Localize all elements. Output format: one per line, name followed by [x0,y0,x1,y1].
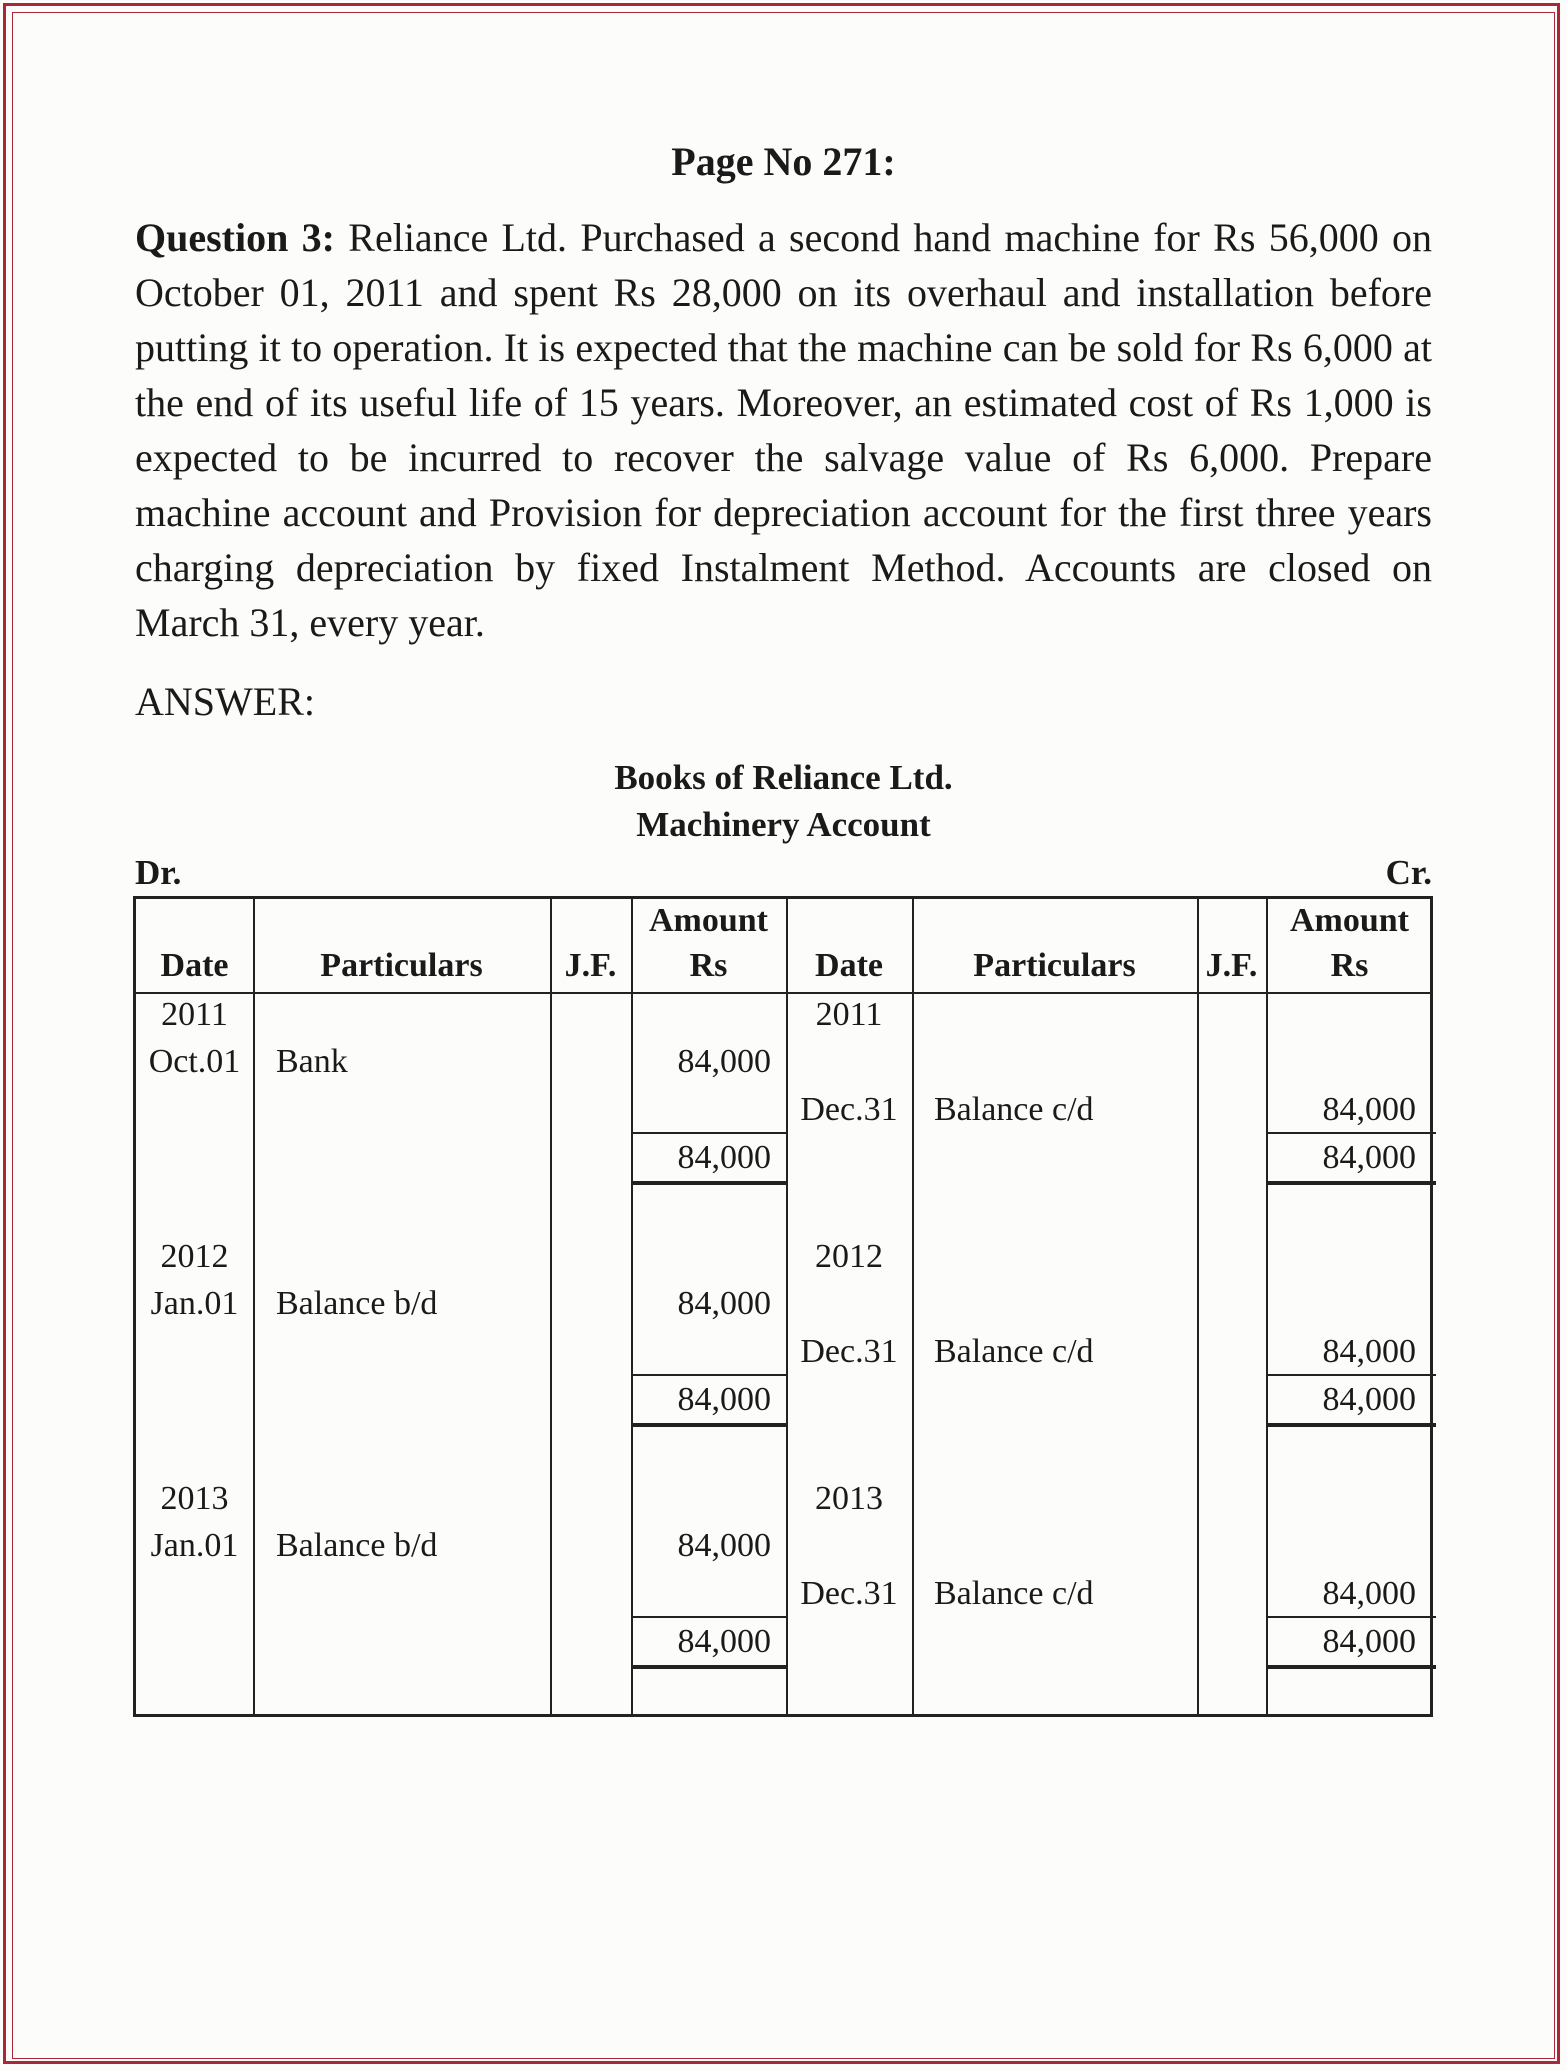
cr-amount-unit-header: Rs [1330,947,1369,984]
credit-label: Cr. [1385,853,1432,892]
answer-label: ANSWER: [135,679,315,724]
dr-year: 2012 [160,1238,229,1275]
dr-total: 84,000 [677,1623,771,1660]
cr-date: Dec.31 [800,1091,898,1128]
dr-date: Jan.01 [150,1285,239,1322]
cr-amount: 84,000 [1322,1333,1416,1370]
cr-particulars: Balance c/d [934,1575,1094,1612]
cr-date: Dec.31 [800,1575,898,1612]
cr-particulars-header: Particulars [973,947,1136,984]
header-separator [136,992,1430,994]
cr-year: 2012 [815,1238,883,1275]
dr-total: 84,000 [677,1139,771,1176]
dr-amount: 84,000 [677,1043,771,1080]
page-number-heading: Page No 271: [671,139,896,184]
cr-total: 84,000 [1322,1139,1416,1176]
col-divider [253,899,255,1714]
dr-particulars-header: Particulars [320,947,483,984]
cr-total-rule [1266,1616,1436,1618]
books-title: Books of Reliance Ltd. [614,758,953,797]
dr-particulars: Balance b/d [276,1285,438,1322]
dr-amount: 84,000 [677,1285,771,1322]
question-label: Question 3: [135,215,335,260]
cr-year: 2011 [815,996,883,1033]
dr-total-rule [631,1374,786,1376]
cr-jf-header: J.F. [1205,947,1258,984]
question-text: Reliance Ltd. Purchased a second hand machine for Rs 56,000 on October 01, 2011 and spent Rs 28,000 on its overhaul and installation before putting it to operation. It is expected that the machine can be sold for Rs 6,000 at the end of its useful life of 15 years. Moreover, an estimated cost of Rs 1,000 is expected to be incurred to recover the salvage value of Rs 6,000. Prepare machine account and Provision for depreciation account for the first three years charging depreciation by fixed Instalment Method. Accounts are closed on March 31, every year. [135,215,1432,645]
dr-date: Jan.01 [150,1527,239,1564]
debit-label: Dr. [135,853,182,892]
dr-date: Oct.01 [148,1043,241,1080]
dr-jf-header: J.F. [564,947,617,984]
cr-year: 2013 [815,1480,883,1517]
dr-total-double-rule [631,1665,786,1669]
dr-particulars: Balance b/d [276,1527,438,1564]
dr-total-rule [631,1616,786,1618]
dr-total-double-rule [631,1181,786,1185]
machinery-ledger-table [133,896,1433,1717]
cr-total-rule [1266,1132,1436,1134]
dr-total-double-rule [631,1423,786,1427]
dr-total: 84,000 [677,1381,771,1418]
col-divider [550,899,552,1714]
dr-total-rule [631,1132,786,1134]
dr-amount: 84,000 [677,1527,771,1564]
cr-total: 84,000 [1322,1623,1416,1660]
cr-total-double-rule [1266,1423,1436,1427]
cr-particulars: Balance c/d [934,1091,1094,1128]
cr-total-double-rule [1266,1181,1436,1185]
cr-date-header: Date [815,947,883,984]
dr-particulars: Bank [276,1043,348,1080]
col-divider [912,899,914,1714]
dr-amount-header: Amount [648,902,769,939]
cr-amount-header: Amount [1289,902,1410,939]
cr-particulars: Balance c/d [934,1333,1094,1370]
dr-year: 2011 [161,996,228,1033]
cr-date: Dec.31 [800,1333,898,1370]
cr-total: 84,000 [1322,1381,1416,1418]
account-title: Machinery Account [636,805,931,844]
dr-year: 2013 [160,1480,229,1517]
cr-total-double-rule [1266,1665,1436,1669]
dr-amount-unit-header: Rs [689,947,728,984]
cr-amount: 84,000 [1322,1575,1416,1612]
col-divider [1197,899,1199,1714]
dr-date-header: Date [160,947,229,984]
cr-amount: 84,000 [1322,1091,1416,1128]
cr-total-rule [1266,1374,1436,1376]
question-paragraph [135,210,1432,650]
